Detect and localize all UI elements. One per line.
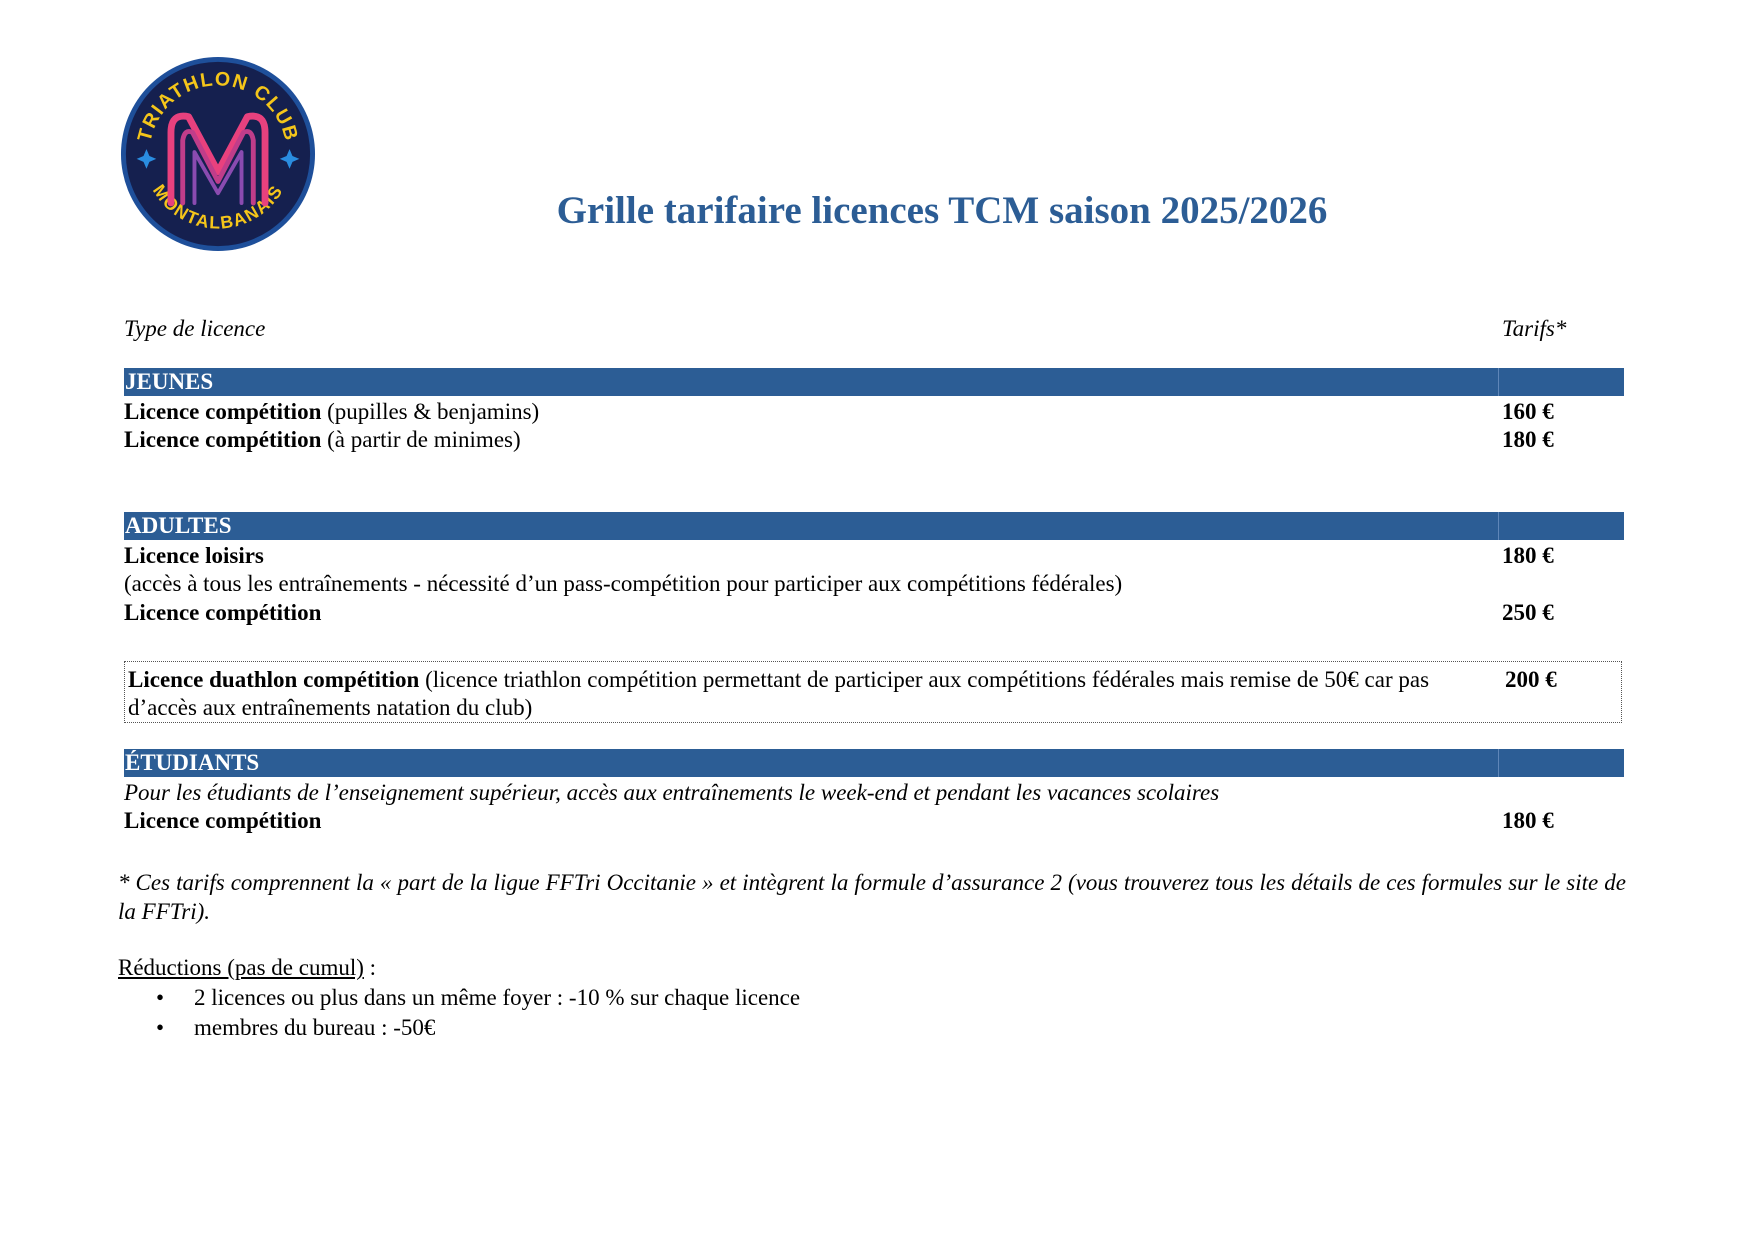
- section-band-jeunes: [124, 368, 1624, 396]
- duathlon-description: Licence duathlon compétition (licence triathlon compétition permettant de participer aux compétitions fédérales mais remise de 50€ car pas d’accès aux entraînements natation du club): [128, 667, 1430, 720]
- licence-price: 180 €: [1502, 427, 1554, 452]
- licence-price: 200 €: [1505, 667, 1557, 692]
- list-item: • 2 licences ou plus dans un même foyer : -10 % sur chaque licence: [156, 985, 801, 1010]
- section-label: JEUNES: [125, 369, 214, 394]
- column-header-type: Type de licence: [124, 316, 266, 341]
- list-item: • membres du bureau : -50€: [156, 1015, 436, 1040]
- page-title: Grille tarifaire licences TCM saison 2025/2026: [556, 189, 1328, 232]
- licence-row: Licence loisirs: [124, 543, 264, 568]
- reductions-heading: Réductions (pas de cumul) :: [118, 955, 377, 980]
- licence-price: 180 €: [1502, 808, 1554, 833]
- logo-top-text: TRIATHLON CLUB: [133, 68, 303, 144]
- section-band-adultes: [124, 512, 1624, 540]
- logo-bottom-text: MONTALBANAIS: [148, 180, 287, 233]
- section-label: ÉTUDIANTS: [125, 750, 260, 775]
- licence-note: (accès à tous les entraînements - nécessité d’un pass-compétition pour participer aux compétitions fédérales): [124, 571, 1123, 596]
- section-band-etudiants: [124, 749, 1624, 777]
- reductions-list: [118, 983, 800, 1043]
- section-label: ADULTES: [125, 513, 232, 538]
- licence-row: Licence compétition (à partir de minimes): [124, 427, 521, 452]
- licence-row: Licence compétition (pupilles & benjamins): [124, 399, 540, 424]
- licence-price: 180 €: [1502, 543, 1554, 568]
- licence-row: Licence compétition: [124, 600, 322, 625]
- duathlon-box: [124, 661, 1622, 723]
- licence-price: 160 €: [1502, 399, 1554, 424]
- licence-price: 250 €: [1502, 600, 1554, 625]
- footnote: * Ces tarifs comprennent la « part de la ligue FFTri Occitanie » et intègrent la formule d’assurance 2 (vous trouverez tous les détails de ces formules sur le site de la FFTri).: [118, 870, 1626, 924]
- etudiants-note: Pour les étudiants de l’enseignement supérieur, accès aux entraînements le week-end et pendant les vacances scolaires: [124, 780, 1220, 805]
- column-header-price: Tarifs*: [1502, 316, 1567, 341]
- licence-row: Licence compétition: [124, 808, 322, 833]
